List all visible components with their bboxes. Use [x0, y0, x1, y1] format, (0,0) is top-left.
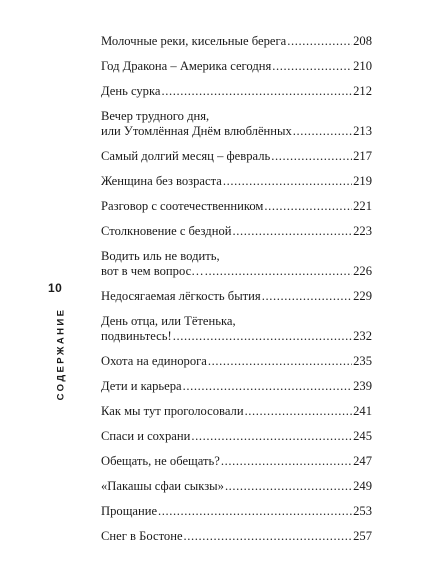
dot-leader [208, 354, 352, 369]
toc-entry [101, 479, 372, 494]
toc-entry [101, 174, 372, 189]
toc-entry-title-line: или Утомлённая Днём влюблённых [101, 124, 292, 138]
toc-entry-title-line: Спаси и сохрани [101, 429, 191, 443]
toc-entry-title-line: Разговор с соотечественником [101, 199, 264, 213]
toc-entry-page-number: 210 [353, 59, 372, 73]
toc-entry-title-line: вот в чем вопрос… [101, 264, 204, 278]
dot-leader [262, 289, 352, 304]
toc-entry-row [101, 529, 372, 544]
dot-leader [158, 504, 352, 519]
toc-entry-page-number: 213 [353, 124, 372, 138]
toc-entry [101, 379, 372, 394]
toc-entry-page-number: 229 [353, 289, 372, 303]
toc-entry-row [101, 59, 372, 74]
toc-entry-page-number: 226 [353, 264, 372, 278]
dot-leader [184, 529, 353, 544]
toc-entry [101, 59, 372, 74]
toc-entry-page-number: 235 [353, 354, 372, 368]
toc-entry [101, 404, 372, 419]
toc-entry-page-number: 257 [353, 529, 372, 543]
dot-leader [183, 379, 352, 394]
toc-entry-title-line: Как мы тут проголосовали [101, 404, 244, 418]
dot-leader [173, 329, 352, 344]
dot-leader [271, 149, 352, 164]
toc-entry-page-number: 247 [353, 454, 372, 468]
toc-entry [101, 314, 372, 344]
dot-leader [221, 454, 352, 469]
toc-entry [101, 224, 372, 239]
dot-leader [272, 59, 352, 74]
toc-entry [101, 289, 372, 304]
toc-entry-title-line: Женщина без возраста [101, 174, 222, 188]
toc-entry-row [101, 354, 372, 369]
toc-entry-row [101, 199, 372, 214]
toc-entry-row [101, 34, 372, 49]
toc-entry-page-number: 241 [353, 404, 372, 418]
toc-entry [101, 354, 372, 369]
toc-entry-row [101, 149, 372, 164]
toc-entry-row [101, 289, 372, 304]
toc-entry [101, 504, 372, 519]
toc-entry-title-line: Молочные реки, кисельные берега [101, 34, 287, 48]
toc-entry [101, 454, 372, 469]
toc-entry-row [101, 504, 372, 519]
toc-entry-title-line: Столкновение с бездной [101, 224, 232, 238]
dot-leader [225, 479, 352, 494]
dot-leader [287, 34, 352, 49]
toc-entry-row [101, 264, 372, 279]
toc-entry [101, 84, 372, 99]
toc-entry-row [101, 84, 372, 99]
toc-entry-title-line: Обещать, не обещать? [101, 454, 220, 468]
toc-entry-page-number: 219 [353, 174, 372, 188]
toc-entry-title-line: Самый долгий месяц – февраль [101, 149, 271, 163]
toc-entry-page-number: 253 [353, 504, 372, 518]
toc-entry-title-line: подвиньтесь! [101, 329, 172, 343]
toc-entry-row [101, 454, 372, 469]
toc-entry-page-number: 212 [353, 84, 372, 98]
toc-entry-title-line: Водить иль не водить, [101, 249, 220, 263]
dot-leader [264, 199, 352, 214]
toc-entry [101, 34, 372, 49]
toc-entry-page-number: 221 [353, 199, 372, 213]
toc-entry-row [101, 479, 372, 494]
toc-entry-title-line: Снег в Бостоне [101, 529, 183, 543]
toc-entry-row [101, 329, 372, 344]
dot-leader [245, 404, 353, 419]
toc-entry [101, 529, 372, 544]
toc-entry-title-line: Недосягаемая лёгкость бытия [101, 289, 261, 303]
toc-entry-title-line: Прощание [101, 504, 158, 518]
table-of-contents [101, 34, 372, 554]
toc-entry-row [101, 404, 372, 419]
dot-leader [293, 124, 352, 139]
toc-entry-page-number: 217 [353, 149, 372, 163]
toc-entry-title-line: Дети и карьера [101, 379, 182, 393]
toc-entry-page-number: 232 [353, 329, 372, 343]
dot-leader [205, 264, 352, 279]
toc-entry-title-line: День сурка [101, 84, 161, 98]
toc-entry-title-line: День отца, или Тётенька, [101, 314, 236, 328]
toc-entry-page-number: 208 [353, 34, 372, 48]
dot-leader [162, 84, 353, 99]
dot-leader [223, 174, 352, 189]
toc-entry-page-number: 249 [353, 479, 372, 493]
toc-entry-row [101, 379, 372, 394]
toc-entry-row [101, 429, 372, 444]
toc-entry-row [101, 124, 372, 139]
toc-entry-title-line: Охота на единорога [101, 354, 207, 368]
toc-entry [101, 199, 372, 214]
toc-entry [101, 149, 372, 164]
running-head: СОДЕРЖАНИЕ [55, 307, 67, 401]
toc-entry-title-line: Вечер трудного дня, [101, 109, 210, 123]
toc-entry-page-number: 223 [353, 224, 372, 238]
toc-entry-row [101, 174, 372, 189]
toc-entry [101, 109, 372, 139]
toc-entry [101, 429, 372, 444]
toc-entry [101, 249, 372, 279]
page-number: 10 [48, 281, 63, 295]
toc-entry-title-line: «Пакашы сфаи сыкзы» [101, 479, 224, 493]
dot-leader [232, 224, 352, 239]
dot-leader [191, 429, 352, 444]
toc-entry-title-line: Год Дракона – Америка сегодня [101, 59, 272, 73]
toc-entry-row [101, 224, 372, 239]
toc-entry-page-number: 239 [353, 379, 372, 393]
toc-entry-page-number: 245 [353, 429, 372, 443]
